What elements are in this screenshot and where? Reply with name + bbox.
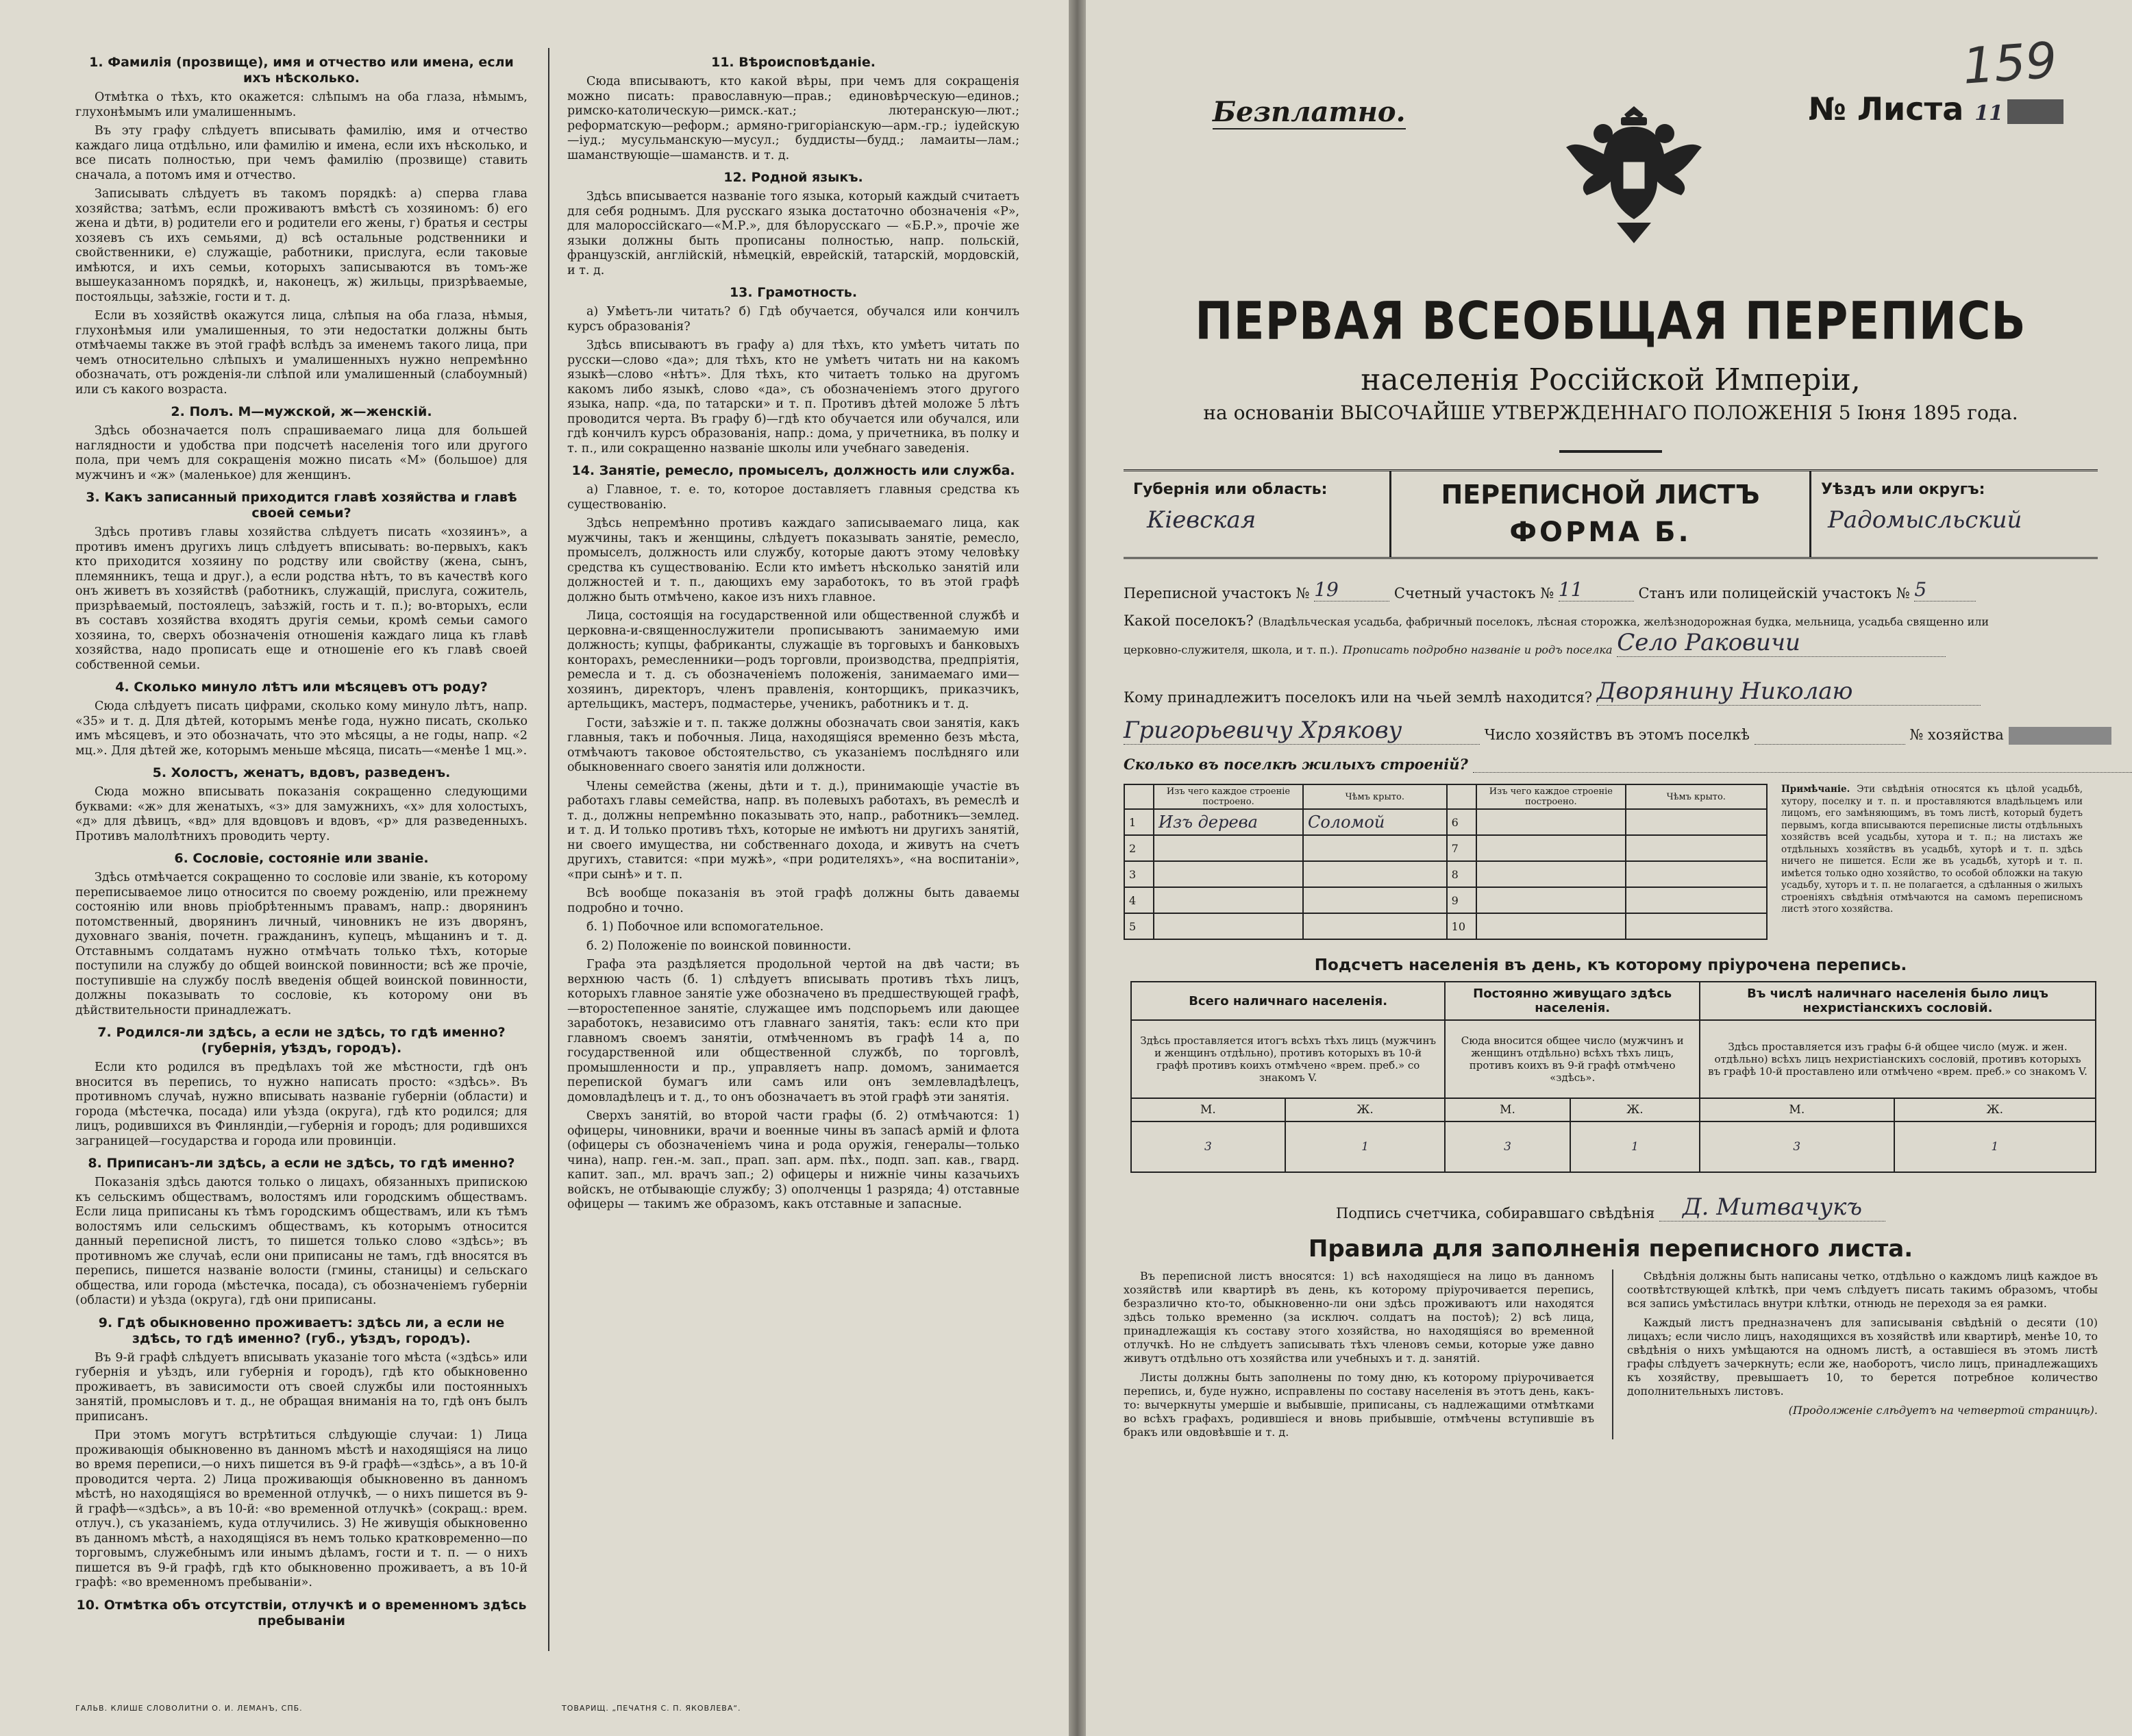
section-paragraph: Отмѣтка о тѣхъ, кто окажется: слѣпымъ на оба глаза, нѣмымъ, глухонѣмымъ или умалишеннымъ. xyxy=(75,90,528,119)
population-column-desc: Здѣсь проставляется изъ графы 6-й общее число (муж. и жен. отдѣльно) всѣхъ лицъ нехристіанскихъ сословій, противъ которыхъ въ графѣ 10-й проставлено или отмѣчено «врем. преб.» со знакомъ V. xyxy=(1700,1020,2096,1098)
male-header: М. xyxy=(1700,1098,1894,1121)
owner-value-2: Григорьевичу Хрякову xyxy=(1124,717,1480,745)
section-paragraph: б. 1) Побочное или вспомогательное. xyxy=(586,920,824,934)
building-roof xyxy=(1626,861,1767,887)
households-value xyxy=(1755,744,1905,745)
building-number: 9 xyxy=(1447,887,1477,913)
section-paragraph: Показанія здѣсь даются только о лицахъ, обязанныхъ припискою къ сельскимъ обществамъ, волостямъ или городскимъ обществамъ. Если лица приписаны къ тѣмъ городскимъ обществамъ, или къ тѣмъ волостямъ или сельскимъ обществамъ, къ которымъ относится данный переписной листъ, то пишется только слово «здѣсь»; въ противномъ же случаѣ, если они приписаны не тамъ, гдѣ вносятся въ перепись, пишется названіе волости (гмины, станицы) и сельскаго общества, или города (мѣстечка, посада), съ обозначеніемъ губерніи (области) и уѣзда (округа), гдѣ они приписаны. xyxy=(75,1176,528,1307)
book-gutter xyxy=(1069,0,1086,1736)
building-number: 7 xyxy=(1447,835,1477,861)
female-count: 1 xyxy=(1285,1121,1445,1172)
male-count: 3 xyxy=(1131,1121,1285,1172)
sheet-number-label: № Листа xyxy=(1808,90,1964,127)
section-heading: 14. Занятіе, ремесло, промыселъ, должность или служба. xyxy=(571,463,1015,478)
building-roof xyxy=(1626,887,1767,913)
divider xyxy=(1559,450,1662,453)
section-paragraph: При этомъ могутъ встрѣтиться слѣдующіе случаи: 1) Лица проживающія обыкновенно въ данномъ мѣстѣ и находящіяся на лицо во время переписи,—о нихъ пишется въ 9-й графѣ—«здѣсь», а въ 10-й проводится черта. 2) Лица проживающія обыкновенно въ данномъ мѣстѣ, но находящіяся во временной отлучкѣ, — о нихъ пишется въ 9-й графѣ—«здѣсь», а въ 10-й: «во временной отлучкѣ» (сокращ.: врем. отлуч.), съ указаніемъ, куда отлучились. 3) Не живущія обыкновенно въ данномъ мѣстѣ, а находящіяся въ немъ только кратковременно—по торговымъ, служебнымъ или инымъ дѣламъ, гости и т. п. — о нихъ пишется въ 9-й графѣ, гдѣ кто обыкновенно проживаетъ, а въ 10-й графѣ: «во временномъ пребываніи». xyxy=(75,1428,528,1589)
section-paragraph: Здѣсь непремѣнно противъ каждаго записываемаго лица, как мужчины, такъ и женщины, слѣдуетъ показывать занятіе, ремесло, промыселъ, должность или службу, которые даютъ этому человѣку средства къ существованію. Если кто имѣетъ нѣсколько занятій или должностей и т. п., дающихъ ему заработокъ, то въ этой графѣ должно быть отмѣчено, какое изъ нихъ главное. xyxy=(567,517,1019,604)
male-header: М. xyxy=(1131,1098,1285,1121)
section-heading: 3. Какъ записанный приходится главѣ хозяйства и главѣ своей семьи? xyxy=(86,490,517,521)
building-roof xyxy=(1303,835,1447,861)
section-heading: 5. Холостъ, женатъ, вдовъ, разведенъ. xyxy=(152,765,451,780)
building-material xyxy=(1154,835,1303,861)
instructions-column-1 xyxy=(75,48,528,1651)
household-no-label: № хозяйства xyxy=(1909,726,2004,743)
building-material xyxy=(1476,835,1625,861)
census-subtitle: населенія Россійской Имперіи, xyxy=(1361,362,1861,397)
table-row xyxy=(1124,835,1767,861)
settlement-row xyxy=(1124,612,2098,657)
census-precinct-value: 19 xyxy=(1314,578,1389,602)
rules-left-p1: Въ переписной листъ вносятся: 1) всѣ находящіеся на лицо въ данномъ хозяйствѣ или квартирѣ въ день, къ которому пріурочивается перепись, безразлично кто-то, обыкновенно-ли они здѣсь проживаютъ или находятся здѣсь только временно (за исключ. солдатъ на постоѣ); 2) всѣ лица, принадлежащія къ составу этого хозяйства, но находящіяся во временной отлучкѣ. Но не слѣдуетъ записывать тѣхъ членовъ семьи, которые уже давно живутъ отдѣльно отъ хозяйства или учебныхъ и т. д. занятій. xyxy=(1124,1269,1594,1365)
male-count: 3 xyxy=(1700,1121,1894,1172)
note-text: Эти свѣдѣнія относятся къ цѣлой усадьбѣ, хутору, поселку и т. п. и проставляются владѣльцемъ или лицомъ, его замѣняющимъ, въ томъ листѣ, который будетъ первымъ, когда вписываются переписные листы отдѣльныхъ хозяйствъ всей усадьбы, хутора и т. п.; на листахъ же отдѣльныхъ хозяйствъ въ усадьбѣ, хуторѣ и т. п. здѣсь ничего не пишется. Если же въ усадьбѣ, хуторѣ и т. п. имѣется только одно хозяйство, то особой обложки на такую усадьбу, хуторъ и т. п. не полагается, а сдѣланныя о жилыхъ строеніяхъ свѣдѣнія отмѣчаются на самомъ переписномъ листѣ этого хозяйства. xyxy=(1781,784,2083,915)
section-paragraph: Сюда можно вписывать показанія сокращенно следующими буквами: «ж» для женатыхъ, «з» для замужнихъ, «х» для холостыхъ, «д» для дѣвицъ, «вд» для вдовцовъ и вдовъ, «р» для разведенныхъ. Противъ малолѣтнихъ проводить черту. xyxy=(75,785,528,843)
population-column-header: Всего наличнаго населенія. xyxy=(1131,982,1445,1020)
signature-row xyxy=(1124,1193,2098,1222)
building-material xyxy=(1476,887,1625,913)
section-heading: 7. Родился-ли здѣсь, а если не здѣсь, то гдѣ именно? (губернія, уѣздъ, городъ). xyxy=(97,1025,506,1056)
section-heading: 1. Фамилія (прозвище), имя и отчество или имена, если ихъ нѣсколько. xyxy=(89,55,514,86)
settlement-value: Село Раковичи xyxy=(1617,629,1946,657)
households-label: Число хозяйствъ въ этомъ поселкѣ xyxy=(1484,726,1750,743)
population-table xyxy=(1130,981,2096,1173)
rules-right-p1: Свѣдѣнія должны быть написаны четко, отдѣльно о каждомъ лицѣ каждое въ соотвѣтствующей клѣткѣ, при чемъ слѣдуетъ писать такимъ образомъ, чтобы вся запись умѣстилась внутри клѣтки, отнюдь не переходя за ея рамки. xyxy=(1627,1269,2098,1310)
section-paragraph: Графа эта раздѣляется продольной чертой на двѣ части; въ верхнюю часть (б. 1) слѣдуетъ вписывать противъ тѣхъ лицъ, которыхъ главное занятіе уже обозначено въ предшествующей графѣ,—второстепенное занятіе, служащее имъ подспорьемъ или дающее заработокъ, независимо отъ главнаго занятія, такъ: если кто при главномъ своемъ занятіи, отмѣченномъ въ графѣ 14 а, по государственной или общественной службѣ, по торговлѣ, промышленности и пр., управляетъ напр. домомъ, занимается перепиской бумагъ или самъ или онъ землевладѣлецъ, домовладѣлецъ и т. д., то онъ обозначаетъ въ этой графѣ эти занятія. xyxy=(567,958,1019,1104)
census-title: ПЕРВАЯ ВСЕОБЩАЯ ПЕРЕПИСЬ xyxy=(1195,290,2026,351)
section-paragraph: Если кто родился въ предѣлахъ той же мѣстности, гдѣ онъ вносится въ перепись, то нужно написать просто: «здѣсь». Въ противномъ случаѣ, нужно вписывать названіе губерніи (области) и города (мѣстечка, посада) или уѣзда (округа), гдѣ кто родился; для лицъ, родившихся въ Финляндіи,—губернія и городъ; для родившихся заграницей—государства и города или провинціи. xyxy=(75,1061,528,1148)
section-heading: 8. Приписанъ-ли здѣсь, а если не здѣсь, то гдѣ именно? xyxy=(88,1156,515,1171)
section-paragraph: Если въ хозяйствѣ окажутся лица, слѣпыя на оба глаза, нѣмыя, глухонѣмыя или умалишенныя, то эти недостатки должны быть отмѣчаемы также въ этой графѣ вслѣдъ за именемъ такого лица, при чемъ относительно слѣпыхъ и умалишенныхъ нужно непремѣнно обозначать, отъ рожденія-ли слѣпой или умалишенный (слабоумный) или съ какого возраста. xyxy=(75,309,528,397)
district-field xyxy=(1811,471,2098,557)
building-roof-header: Чѣмъ крыто. xyxy=(1303,784,1447,809)
section-heading: 12. Родной языкъ. xyxy=(723,170,863,185)
building-number: 3 xyxy=(1124,861,1154,887)
form-header xyxy=(1124,469,2098,559)
building-material xyxy=(1476,809,1625,835)
building-roof xyxy=(1303,887,1447,913)
signature-label: Подпись счетчика, собиравшаго свѣдѣнія xyxy=(1336,1205,1655,1222)
building-material xyxy=(1476,913,1625,939)
section-paragraph: Члены семейства (жены, дѣти и т. д.), принимающіе участіе въ работахъ главы семейства, напр. въ полевыхъ работахъ, въ ремеслѣ и т. д., должны непремѣнно показывать это, напр., работникъ—землед. и т. д. И только противъ тѣхъ, которые не имѣютъ ни другихъ занятій, ни своего имущества, ни собственнаго дохода, и живутъ на счетъ другихъ, ставится: «при мужѣ», «при родителяхъ», «на воспитаніи», «при сынѣ» и т. п. xyxy=(567,779,1019,882)
section-paragraph: Лица, состоящія на государственной или общественной службѣ и церковна-и-священнослужители прописываютъ занимаемую ими должность; купцы, фабриканты, служащіе въ торговыхъ и банковыхъ конторахъ, ремесленники—родъ торговли, производства, предпріятія, ремесла и т. д. съ обозначеніемъ положенія, занимаемаго ими—хозяинъ, директоръ, членъ правленія, конторщикъ, приказчикъ, артельщикъ, мастеръ, подмастерье, ученикъ, работникъ и т. д. xyxy=(567,609,1019,711)
table-row xyxy=(1124,809,1767,835)
building-number: 4 xyxy=(1124,887,1154,913)
owner-value-1: Дворянину Николаю xyxy=(1597,678,1981,706)
population-title: Подсчетъ населенія въ день, къ которому пріурочена перепись. xyxy=(1314,956,1907,974)
buildings-section xyxy=(1124,784,2098,940)
redaction-box-2 xyxy=(2009,727,2111,745)
buildings-note xyxy=(1781,784,2083,940)
printer-footer-right: ТОВАРИЩ. „ПЕЧАТНЯ С. П. ЯКОВЛЕВА“. xyxy=(562,1704,741,1713)
female-header: Ж. xyxy=(1570,1098,1700,1121)
section-heading: 4. Сколько минуло лѣтъ или мѣсяцевъ отъ роду? xyxy=(115,680,488,695)
section-paragraph: Сверхъ занятій, во второй части графы (б. 2) отмѣчаются: 1) офицеры, чиновники, врачи и военные чины въ запасѣ армій и флота (офицеры съ обозначеніемъ чина и рода оружія, генералы—только чина), напр. ген.-м. зап., прап. зап. арм. пѣх., подп. зап. кав., гвард. капит. зап., мл. врачъ зап.; 2) офицеры и нижніе чины казачьихъ войскъ, не отбывающіе службу; 3) ополченцы 1 разряда; 4) отставные офицеры — такимъ же образомъ, какъ отставные и запасные. xyxy=(567,1109,1019,1211)
rules-continue: (Продолженіе слѣдуетъ на четвертой страницѣ). xyxy=(1788,1404,2098,1417)
form-title-box xyxy=(1391,471,1811,557)
building-material: Изъ дерева xyxy=(1154,809,1303,835)
census-basis: на основаніи ВЫСОЧАЙШЕ УТВЕРЖДЕННАГО ПОЛОЖЕНІЯ 5 Іюня 1895 года. xyxy=(1203,401,2018,424)
form-title: ПЕРЕПИСНОЙ ЛИСТЪ xyxy=(1441,480,1760,510)
section-paragraph: б. 2) Положеніе по воинской повинности. xyxy=(586,939,852,953)
counting-precinct-label: Счетный участокъ № xyxy=(1393,585,1554,602)
rules-title: Правила для заполненія переписного листа. xyxy=(1308,1235,1913,1263)
dwellings-label: Сколько въ поселкѣ жилыхъ строеній? xyxy=(1124,756,1468,773)
section-paragraph: Записывать слѣдуетъ въ такомъ порядкѣ: а) сперва глава хозяйства; затѣмъ, если проживаютъ вмѣстѣ съ хозяиномъ: б) его жена и дѣти, в) родители его и родители его жены, г) братья и сестры хозяевъ съ ихъ семьями, д) всѣ остальные родственники и свойственники, е) служащіе, работники, прислуга, если таковые имѣются, и ихъ семьи, которыхъ записываются въ томъ-же вышеуказанномъ порядкѣ, и, наконецъ, ж) жильцы, призрѣваемые, постояльцы, заѣзжіе, гости и т. д. xyxy=(75,187,528,304)
rules-left-p2: Листы должны быть заполнены по тому дню, къ которому пріурочивается перепись, и, буде нужно, исправлены по составу населенія въ этотъ день, какъ-то: вычеркнуты умершіе и выбывшіе, приписаны, съ надлежащими отмѣтками во всѣхъ графахъ, родившіеся и вновь прибывшіе, отмѣчены вступившіе въ бракъ или овдовѣвшіе и т. д. xyxy=(1124,1371,1594,1439)
section-heading: 13. Грамотность. xyxy=(729,285,858,300)
note-title: Примѣчаніе. xyxy=(1781,784,1850,795)
printer-footer-left: ГАЛЬВ. КЛИШЕ СЛОВОЛИТНИ О. И. ЛЕМАНЪ, СПБ. xyxy=(75,1704,303,1713)
redaction-box xyxy=(2007,99,2063,124)
section-paragraph: Всѣ вообще показанія въ этой графѣ должны быть даваемы подробно и точно. xyxy=(567,886,1019,915)
province-label: Губернія или область: xyxy=(1133,481,1328,498)
signature-value: Д. Митвачукъ xyxy=(1659,1193,1885,1222)
table-row xyxy=(1124,887,1767,913)
section-paragraph: Гости, заѣзжіе и т. п. также должны обозначать свои занятія, какъ главныя, такъ и побочныя. Лица, находящіяся временно безъ мѣста, отмѣчаютъ таковое обстоятельство, съ указаніемъ послѣдняго или обыкновеннаго своего занятія или должности. xyxy=(567,716,1019,774)
counting-precinct-value: 11 xyxy=(1559,578,1634,602)
section-paragraph: Сюда вписываютъ, кто какой вѣры, при чемъ для сокращенія можно писать: православную—прав.; единовѣрческую—единов.; римско-католическую—римск.-кат.; лютеранскую—лют.; реформатскую—реформ.; армяно-григоріанскую—арм.-гр.; іудейскую—іуд.; мусульманскую—мусул.; буддисты—будд.; ламаиты—лам.; шаманствующіе—шаманств. и т. д. xyxy=(567,75,1019,162)
settlement-hint-2: церковно-служителя, школа, и т. п.). xyxy=(1124,643,1339,656)
owner-label: Кому принадлежитъ поселокъ или на чьей землѣ находится? xyxy=(1124,689,1593,706)
police-precinct-label: Станъ или полицейскій участокъ № xyxy=(1638,585,1910,602)
instructions-column-2 xyxy=(548,48,1019,1651)
building-material xyxy=(1154,913,1303,939)
double-headed-eagle-icon xyxy=(1562,92,1706,250)
section-heading: 2. Полъ. М—мужской, ж—женскій. xyxy=(171,404,432,419)
right-page xyxy=(1086,0,2132,1736)
settlement-label: Какой поселокъ? xyxy=(1124,612,1254,629)
building-roof xyxy=(1626,913,1767,939)
section-paragraph: Здѣсь отмѣчается сокращенно то сословіе или званіе, къ которому переписываемое лицо относится по своему рожденію, или прежнему состоянію или вновь пріобрѣтеннымъ правамъ, напр.: дворянинъ потомственный, дворянинъ личный, чиновникъ не изъ дворянъ, духовнаго званія, почетн. гражданинъ, купецъ, мѣщанинъ и т. д. Отставнымъ солдатамъ нужно отмѣчать только тѣхъ, которые поступили на службу до общей воинской повинности; всѣ же прочіе, поступившіе на службу послѣ введенія общей воинской повинности, должны показывать то сословіе, къ которому они въ дѣйствительности принадлежатъ. xyxy=(75,871,528,1017)
province-value: Кіевская xyxy=(1147,506,1256,534)
section-paragraph: Здѣсь вписываютъ въ графу а) для тѣхъ, кто умѣетъ читать по русски—слово «да»; для тѣхъ, кто не умѣетъ читать ни на какомъ языкѣ—слово «нѣтъ». Для тѣхъ, кто читаетъ только на другомъ какомъ либо языкѣ, слово «да», съ обозначеніемъ этого другого языка, напр. «да, по татарски» и т. п. Противъ дѣтей моложе 5 лѣтъ проводится черта. Въ графу б)—гдѣ кто обучается или обучался, или гдѣ кончилъ курсъ образованія, напр.: дома, у причетника, въ полку и т. п., или сокращенно названіе школы или учебнаго заведенія. xyxy=(567,338,1019,456)
male-count: 3 xyxy=(1445,1121,1570,1172)
archive-number: 159 xyxy=(1960,31,2059,95)
population-column-header: Постоянно живущаго здѣсь населенія. xyxy=(1445,982,1700,1020)
sheet-number-value: 11 xyxy=(1974,101,2003,125)
section-heading: 10. Отмѣтка объ отсутствіи, отлучкѣ и о временномъ здѣсь пребываніи xyxy=(76,1597,527,1628)
census-precinct-label: Переписной участокъ № xyxy=(1124,585,1310,602)
section-paragraph: Здѣсь противъ главы хозяйства слѣдуетъ писать «хозяинъ», а противъ именъ другихъ лицъ слѣдуетъ вписывать: во-первыхъ, какъ кто приходится хозяину по родству или свойству (жена, сынъ, племянникъ, теща и друг.), а если родства нѣтъ, то въ качествѣ кого онъ живетъ въ хозяйствѣ (работникъ, служащій, прислуга, сожитель, призрѣваемый, постоялецъ, заѣзжій, гость и т. п.); во-вторыхъ, если въ составъ хозяйства входятъ другія семьи, кромѣ семьи самого хозяина, то, сверхъ обозначенія отношенія каждаго лица къ главѣ хозяйства, надо прописать еще и отношеніе его къ главѣ своей собственной семьи. xyxy=(75,525,528,672)
free-label: Безплатно. xyxy=(1213,96,1406,128)
province-field xyxy=(1124,471,1391,557)
building-material-header: Изъ чего каждое строеніе построено. xyxy=(1154,784,1303,809)
form-subtitle: ФОРМА Б. xyxy=(1509,517,1691,548)
rules-columns xyxy=(1124,1269,2098,1439)
building-number: 5 xyxy=(1124,913,1154,939)
building-number: 2 xyxy=(1124,835,1154,861)
building-material xyxy=(1154,861,1303,887)
male-header: М. xyxy=(1445,1098,1570,1121)
precinct-row xyxy=(1124,578,2098,602)
section-paragraph: Сюда слѣдуетъ писать цифрами, сколько кому минуло лѣтъ, напр. «35» и т. д. Для дѣтей, которымъ менѣе года, нужно писать, сколько имъ мѣсяцевъ, и это обозначать, что это мѣсяцы, а не годы, напр. «2 мц.». Для дѣтей же, которымъ меньше мѣсяца, писать—«менѣе 1 мц.». xyxy=(75,699,528,758)
table-row xyxy=(1124,913,1767,939)
building-number: 10 xyxy=(1447,913,1477,939)
building-number: 6 xyxy=(1447,809,1477,835)
buildings-table xyxy=(1124,784,1768,940)
building-number: 8 xyxy=(1447,861,1477,887)
building-roof xyxy=(1626,809,1767,835)
rules-right xyxy=(1612,1269,2098,1439)
building-roof xyxy=(1626,835,1767,861)
building-roof: Соломой xyxy=(1303,809,1447,835)
building-material xyxy=(1476,861,1625,887)
district-value: Радомысльский xyxy=(1828,506,2022,534)
building-material xyxy=(1154,887,1303,913)
settlement-hint-1: (Владѣльческая усадьба, фабричный поселокъ, лѣсная сторожка, желѣзнодорожная будка, мельница, усадьба священно или xyxy=(1258,615,1990,628)
section-heading: 6. Сословіе, состояніе или званіе. xyxy=(174,851,429,866)
sheet-number xyxy=(1808,90,2063,127)
section-heading: 11. Вѣроисповѣданіе. xyxy=(710,55,876,70)
rules-right-p2: Каждый листъ предназначенъ для записыванія свѣдѣній о десяти (10) лицахъ; если число лицъ, находящихся въ хозяйствѣ или квартирѣ, менѣе 10, то свѣдѣнія о нихъ умѣщаются на одномъ листѣ, а оставшіеся въ этомъ листѣ графы слѣдуетъ зачеркнуть; если же, наоборотъ, число лицъ, принадлежащихъ къ хозяйству, превышаетъ 10, то берется потребное количество дополнительныхъ листовъ. xyxy=(1627,1316,2098,1398)
owner-row xyxy=(1124,678,2098,706)
population-column-desc: Сюда вносится общее число (мужчинъ и женщинъ отдѣльно) всѣхъ тѣхъ лицъ, противъ коихъ въ 9-й графѣ отмѣчено «здѣсь». xyxy=(1445,1020,1700,1098)
female-header: Ж. xyxy=(1894,1098,2096,1121)
building-material-header-2: Изъ чего каждое строеніе построено. xyxy=(1476,784,1625,809)
owner-row-2 xyxy=(1124,717,2098,745)
section-paragraph: Здѣсь обозначается полъ спрашиваемаго лица для большей наглядности и удобства при подсчетѣ населенія того или другого пола, при чемъ для сокращенія можно писать «М» (большое) для мужчинъ и «ж» (маленькое) для женщинъ. xyxy=(75,424,528,482)
section-paragraph: Здѣсь вписывается названіе того языка, который каждый считаетъ для себя роднымъ. Для русскаго языка достаточно обозначенія «Р», для малороссійскаго—«М.Р.», для бѣлорусскаго — «Б.Р.», прочіе же языки должны быть прописаны полностью, напр. польскій, французскій, англійскій, нѣмецкій, еврейскій, татарскій, мордовскій, и т. д. xyxy=(567,190,1019,277)
building-roof xyxy=(1303,913,1447,939)
settlement-hint-3: Прописать подробно названіе и родъ поселка xyxy=(1342,643,1613,656)
section-heading: 9. Гдѣ обыкновенно проживаетъ: здѣсь ли, а если не здѣсь, то гдѣ именно? (губ., уѣздъ, городъ). xyxy=(98,1315,505,1346)
table-row xyxy=(1124,861,1767,887)
rules-left xyxy=(1124,1269,1594,1439)
section-paragraph: Въ эту графу слѣдуетъ вписывать фамилію, имя и отчество каждаго лица отдѣльно, или фамилію и имена, если ихъ нѣсколько, и все писать полностью, при чемъ фамилію (прозвище) ставить сначала, а потомъ имя и отчество. xyxy=(75,124,528,182)
section-paragraph: а) Умѣетъ-ли читать? б) Гдѣ обучается, обучался или кончилъ курсъ образованія? xyxy=(567,305,1019,334)
building-number: 1 xyxy=(1124,809,1154,835)
female-header: Ж. xyxy=(1285,1098,1445,1121)
section-paragraph: Въ 9-й графѣ слѣдуетъ вписывать указаніе того мѣста («здѣсь» или губернія и уѣздъ, или губернія и городъ), гдѣ кто обыкновенно проживаетъ, въ зависимости отъ своей службы или постоянныхъ занятій, промысловъ и т. д., не обращая вниманія на то, гдѣ онъ былъ приписанъ. xyxy=(75,1350,528,1424)
police-precinct-value: 5 xyxy=(1914,578,1976,602)
dwellings-value xyxy=(1473,772,2132,773)
dwellings-row xyxy=(1124,756,2098,773)
population-column-desc: Здѣсь проставляется итогъ всѣхъ тѣхъ лицъ (мужчинъ и женщинъ отдѣльно), противъ которыхъ въ 10-й графѣ противъ коихъ отмѣчено «врем. преб.» со знакомъ V. xyxy=(1131,1020,1445,1098)
section-paragraph: а) Главное, т. е. то, которое доставляетъ главныя средства къ существованію. xyxy=(567,483,1019,512)
female-count: 1 xyxy=(1894,1121,2096,1172)
building-roof-header-2: Чѣмъ крыто. xyxy=(1626,784,1767,809)
building-roof xyxy=(1303,861,1447,887)
population-column-header: Въ числѣ наличнаго населенія было лицъ нехристіанскихъ сословій. xyxy=(1700,982,2096,1020)
district-label: Уѣздъ или округъ: xyxy=(1821,481,1985,498)
female-count: 1 xyxy=(1570,1121,1700,1172)
